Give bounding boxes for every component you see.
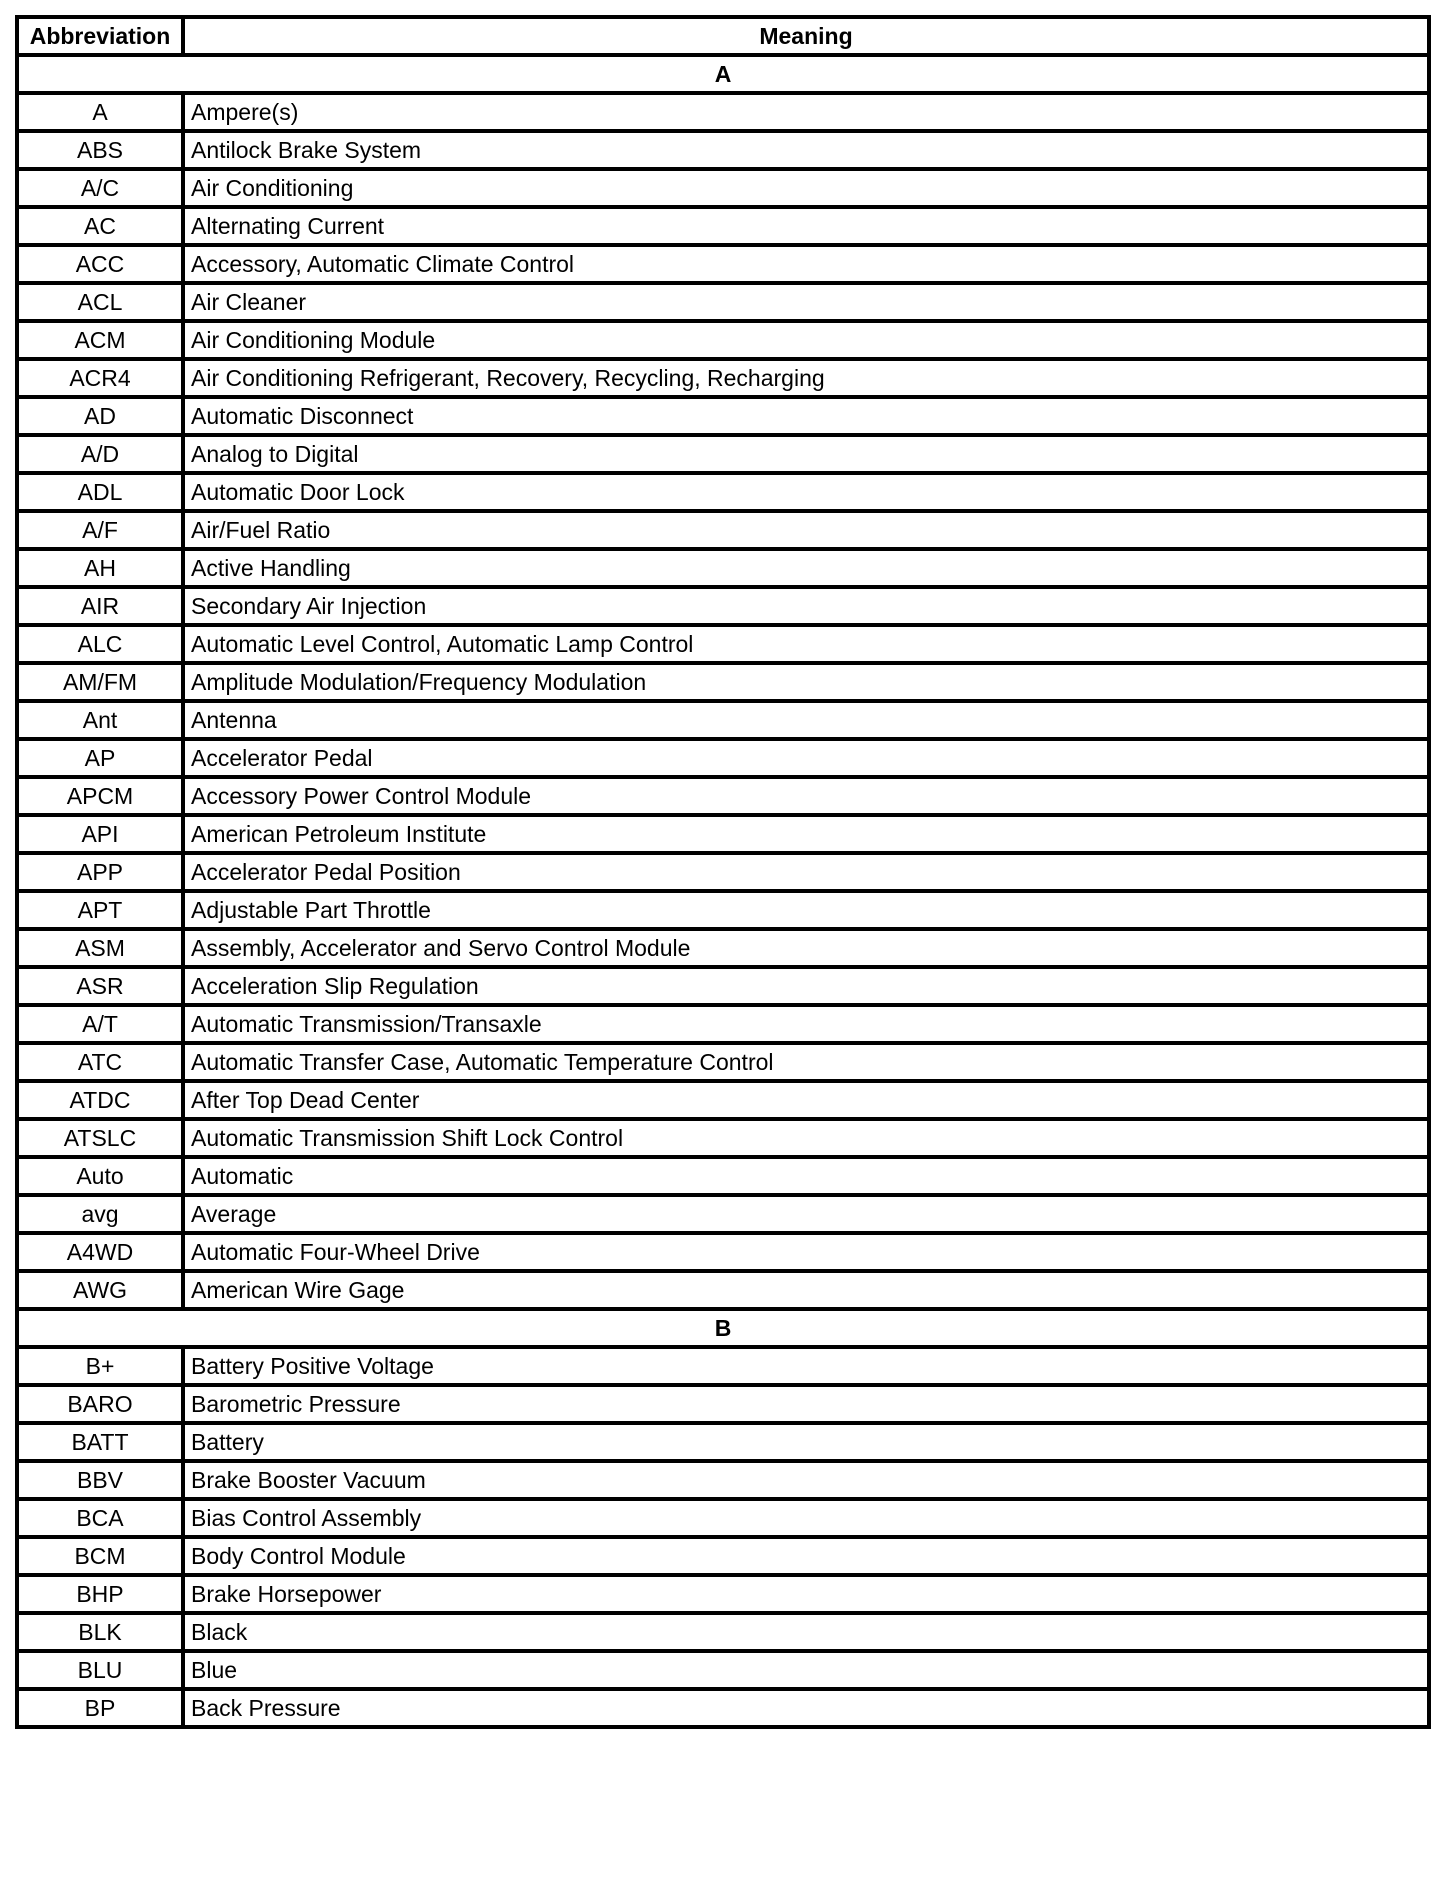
meaning-cell: Automatic Transfer Case, Automatic Temperature Control (183, 1043, 1429, 1081)
meaning-cell: Barometric Pressure (183, 1385, 1429, 1423)
meaning-cell: Air/Fuel Ratio (183, 511, 1429, 549)
meaning-cell: American Petroleum Institute (183, 815, 1429, 853)
table-row (17, 891, 1429, 929)
meaning-cell: Accessory Power Control Module (183, 777, 1429, 815)
table-row (17, 587, 1429, 625)
table-row (17, 1157, 1429, 1195)
table-row (17, 815, 1429, 853)
meaning-cell: Black (183, 1613, 1429, 1651)
meaning-cell: Assembly, Accelerator and Servo Control Module (183, 929, 1429, 967)
table-header (17, 17, 1429, 55)
meaning-cell: Secondary Air Injection (183, 587, 1429, 625)
meaning-cell: Air Cleaner (183, 283, 1429, 321)
meaning-cell: Automatic Transmission/Transaxle (183, 1005, 1429, 1043)
section-letter: B (17, 1309, 1429, 1347)
meaning-cell: Alternating Current (183, 207, 1429, 245)
abbreviation-cell: BCM (17, 1537, 183, 1575)
abbreviation-column-header: Abbreviation (17, 17, 183, 55)
table-row (17, 93, 1429, 131)
abbreviation-cell: BHP (17, 1575, 183, 1613)
abbreviation-cell: avg (17, 1195, 183, 1233)
table-row (17, 283, 1429, 321)
meaning-cell: Automatic Door Lock (183, 473, 1429, 511)
meaning-cell: Automatic (183, 1157, 1429, 1195)
abbreviation-cell: ATDC (17, 1081, 183, 1119)
table-row (17, 321, 1429, 359)
table-row (17, 207, 1429, 245)
abbreviation-cell: APCM (17, 777, 183, 815)
abbreviation-cell: API (17, 815, 183, 853)
abbreviation-cell: A4WD (17, 1233, 183, 1271)
abbreviation-cell: ABS (17, 131, 183, 169)
abbreviation-cell: A/T (17, 1005, 183, 1043)
meaning-cell: Air Conditioning (183, 169, 1429, 207)
table-row (17, 967, 1429, 1005)
meaning-cell: Active Handling (183, 549, 1429, 587)
abbreviation-cell: ALC (17, 625, 183, 663)
abbreviation-cell: AWG (17, 1271, 183, 1309)
meaning-cell: Acceleration Slip Regulation (183, 967, 1429, 1005)
abbreviation-cell: ASM (17, 929, 183, 967)
meaning-cell: Analog to Digital (183, 435, 1429, 473)
abbreviation-cell: AM/FM (17, 663, 183, 701)
abbreviation-cell: BLU (17, 1651, 183, 1689)
table-row (17, 853, 1429, 891)
section-header-row (17, 1309, 1429, 1347)
table-row (17, 777, 1429, 815)
meaning-cell: Automatic Disconnect (183, 397, 1429, 435)
table-row (17, 1651, 1429, 1689)
table-row (17, 511, 1429, 549)
table-row (17, 663, 1429, 701)
table-row (17, 1119, 1429, 1157)
table-row (17, 701, 1429, 739)
abbreviation-cell: BARO (17, 1385, 183, 1423)
meaning-cell: Average (183, 1195, 1429, 1233)
meaning-cell: Automatic Four-Wheel Drive (183, 1233, 1429, 1271)
table-row (17, 1689, 1429, 1727)
abbreviation-cell: Auto (17, 1157, 183, 1195)
table-row (17, 131, 1429, 169)
table-row (17, 1613, 1429, 1651)
abbreviation-cell: A/C (17, 169, 183, 207)
meaning-cell: Automatic Level Control, Automatic Lamp Control (183, 625, 1429, 663)
meaning-cell: Ampere(s) (183, 93, 1429, 131)
meaning-cell: Accelerator Pedal Position (183, 853, 1429, 891)
table-row (17, 1195, 1429, 1233)
meaning-cell: Battery (183, 1423, 1429, 1461)
abbreviation-cell: A/F (17, 511, 183, 549)
table-row (17, 1043, 1429, 1081)
abbreviation-cell: BATT (17, 1423, 183, 1461)
meaning-cell: Bias Control Assembly (183, 1499, 1429, 1537)
table-row (17, 625, 1429, 663)
meaning-cell: Back Pressure (183, 1689, 1429, 1727)
table-row (17, 1575, 1429, 1613)
meaning-cell: American Wire Gage (183, 1271, 1429, 1309)
meaning-cell: Brake Horsepower (183, 1575, 1429, 1613)
abbreviation-cell: ACM (17, 321, 183, 359)
meaning-cell: Air Conditioning Refrigerant, Recovery, Recycling, Recharging (183, 359, 1429, 397)
meaning-cell: Amplitude Modulation/Frequency Modulation (183, 663, 1429, 701)
section-letter: A (17, 55, 1429, 93)
table-row (17, 1347, 1429, 1385)
meaning-cell: Air Conditioning Module (183, 321, 1429, 359)
table-row (17, 929, 1429, 967)
abbreviation-cell: BP (17, 1689, 183, 1727)
meaning-cell: Antilock Brake System (183, 131, 1429, 169)
abbreviation-cell: BLK (17, 1613, 183, 1651)
meaning-cell: Body Control Module (183, 1537, 1429, 1575)
abbreviation-cell: AP (17, 739, 183, 777)
table-row (17, 359, 1429, 397)
meaning-cell: Battery Positive Voltage (183, 1347, 1429, 1385)
table-row (17, 1423, 1429, 1461)
table-row (17, 739, 1429, 777)
table-row (17, 1233, 1429, 1271)
meaning-cell: Adjustable Part Throttle (183, 891, 1429, 929)
abbreviation-cell: Ant (17, 701, 183, 739)
table-row (17, 435, 1429, 473)
table-row (17, 169, 1429, 207)
abbreviation-cell: APP (17, 853, 183, 891)
meaning-column-header: Meaning (183, 17, 1429, 55)
meaning-cell: Blue (183, 1651, 1429, 1689)
table-row (17, 1461, 1429, 1499)
meaning-cell: After Top Dead Center (183, 1081, 1429, 1119)
abbreviation-cell: AIR (17, 587, 183, 625)
table-row (17, 245, 1429, 283)
meaning-cell: Accelerator Pedal (183, 739, 1429, 777)
table-row (17, 1537, 1429, 1575)
table-row (17, 549, 1429, 587)
abbreviation-cell: ACR4 (17, 359, 183, 397)
abbreviation-cell: ATC (17, 1043, 183, 1081)
meaning-cell: Automatic Transmission Shift Lock Control (183, 1119, 1429, 1157)
abbreviation-cell: B+ (17, 1347, 183, 1385)
abbreviations-table (15, 15, 1431, 1729)
table-row (17, 1499, 1429, 1537)
header-row (17, 17, 1429, 55)
meaning-cell: Antenna (183, 701, 1429, 739)
meaning-cell: Accessory, Automatic Climate Control (183, 245, 1429, 283)
table-body (17, 55, 1429, 1727)
abbreviation-cell: ASR (17, 967, 183, 1005)
table-row (17, 1271, 1429, 1309)
section-header-row (17, 55, 1429, 93)
abbreviation-cell: BBV (17, 1461, 183, 1499)
table-row (17, 1005, 1429, 1043)
abbreviation-cell: ACL (17, 283, 183, 321)
abbreviation-cell: APT (17, 891, 183, 929)
table-row (17, 397, 1429, 435)
abbreviation-cell: A/D (17, 435, 183, 473)
table-row (17, 1081, 1429, 1119)
abbreviation-cell: AH (17, 549, 183, 587)
abbreviation-cell: BCA (17, 1499, 183, 1537)
abbreviation-cell: AD (17, 397, 183, 435)
table-row (17, 1385, 1429, 1423)
table-row (17, 473, 1429, 511)
abbreviation-cell: A (17, 93, 183, 131)
abbreviation-cell: ATSLC (17, 1119, 183, 1157)
meaning-cell: Brake Booster Vacuum (183, 1461, 1429, 1499)
abbreviation-cell: ADL (17, 473, 183, 511)
abbreviation-cell: AC (17, 207, 183, 245)
abbreviation-cell: ACC (17, 245, 183, 283)
